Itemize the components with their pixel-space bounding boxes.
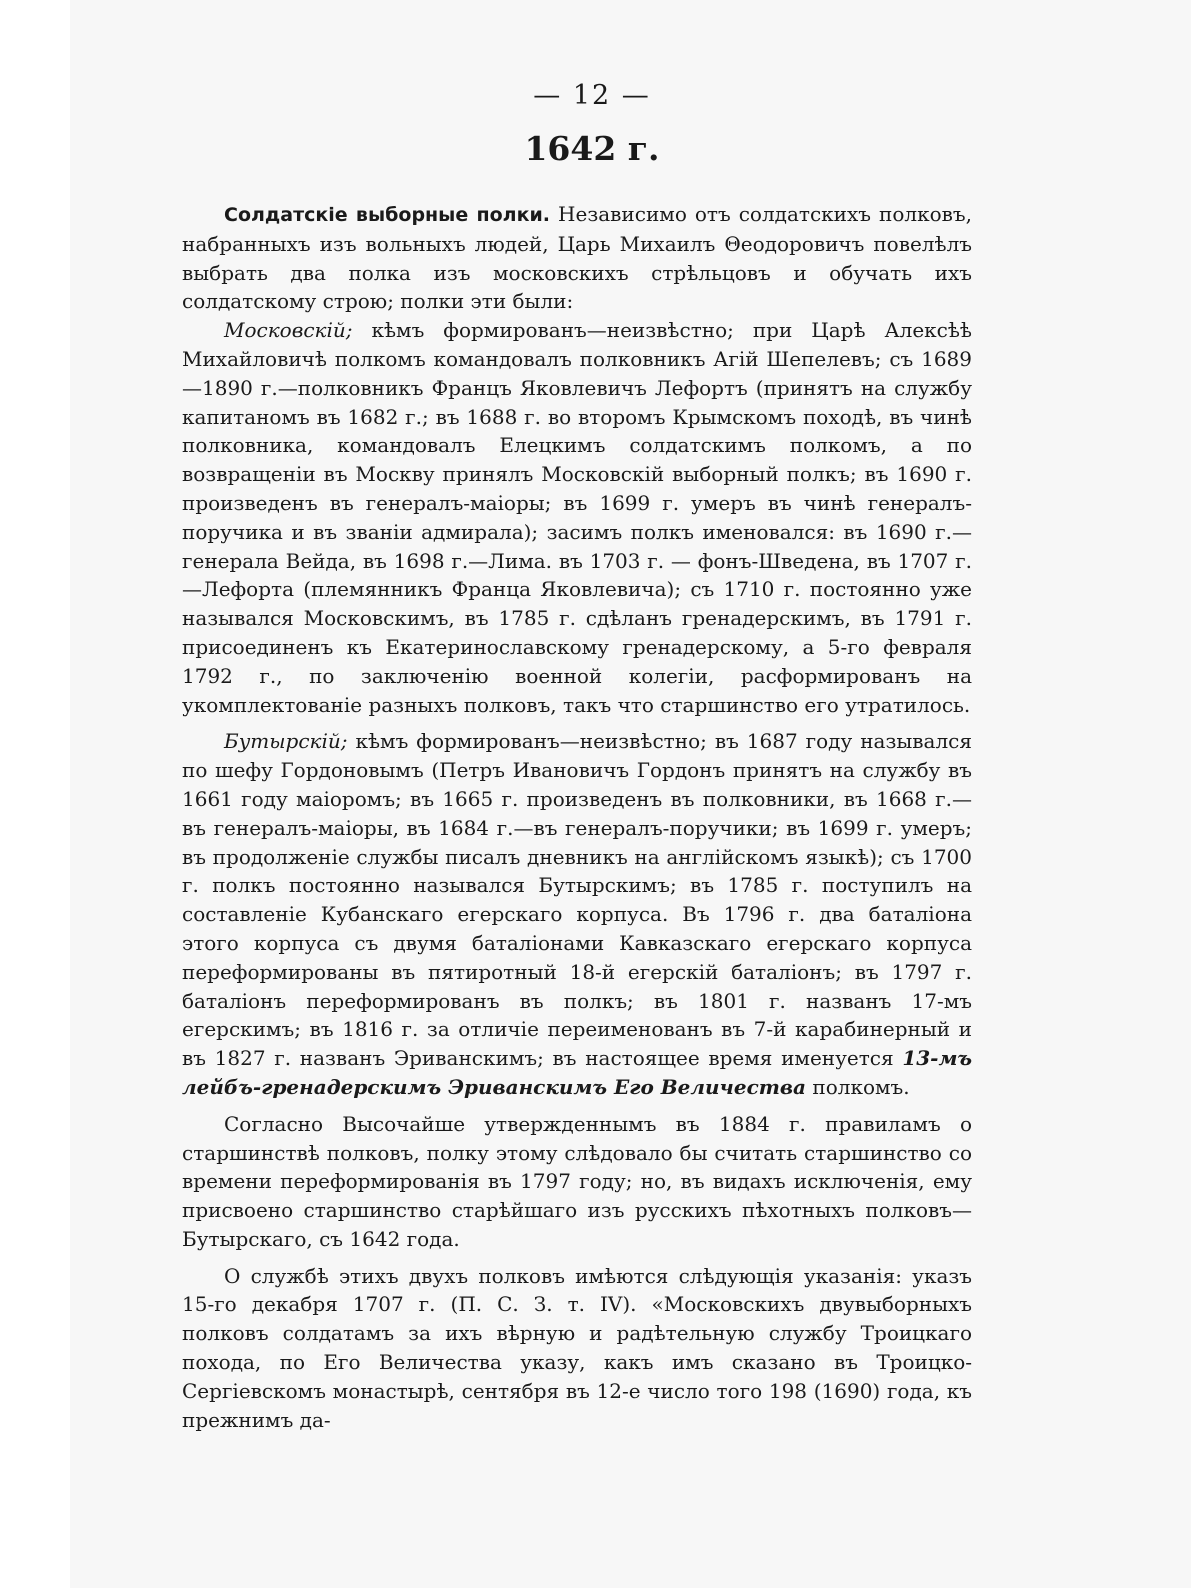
- paragraph-text: Согласно Высочайше утвержденнымъ въ 1884 г. правиламъ о старшинствѣ полковъ, полку этому слѣдовало бы считать старшинство со времени переформированія въ 1797 году; но, въ видахъ исключенія, ему присвоено старшинство старѣйшаго изъ русскихъ пѣхотныхъ полковъ—Бутырскаго, съ 1642 года.: [182, 1111, 972, 1251]
- regiment-current-name: 13-мъ лейбъ-гренадерскимъ Эриванскимъ Его Величества: [182, 1046, 972, 1099]
- paragraph-service-records: [182, 1262, 972, 1435]
- regiment-name: Бутырскій;: [224, 729, 348, 754]
- paragraph-intro: [182, 200, 972, 316]
- paragraph-text-tail: полкомъ.: [806, 1074, 910, 1099]
- year-heading: 1642 г.: [524, 129, 660, 168]
- paragraph-butyrsky-regiment: [182, 727, 972, 1101]
- paragraph-text: О службѣ этихъ двухъ полковъ имѣются слѣдующія указанія: указъ 15-го декабря 1707 г. (П. С. З. т. IV). «Московскихъ двувыборныхъ полковъ солдатамъ за ихъ вѣрную и радѣтельную службу Троицкаго похода, по Его Величества указу, какъ имъ сказано въ Троицко-Сергіевскомъ монастырѣ, сентября въ 12-е число того 198 (1690) года, къ прежнимъ да-: [182, 1263, 972, 1432]
- section-lead: Солдатскіе выборные полки.: [224, 204, 551, 226]
- paragraph-text: кѣмъ формированъ—неизвѣстно; при Царѣ Алексѣѣ Михайловичѣ полкомъ командовалъ полковникъ Агій Шепелевъ; съ 1689—1890 г.—полковникъ Францъ Яковлевичъ Лефортъ (принятъ на службу капитаномъ въ 1682 г.; въ 1688 г. во второмъ Крымскомъ походѣ, въ чинѣ полковника, командовалъ Елецкимъ солдатскимъ полкомъ, а по возвращеніи въ Москву принялъ Московскій выборный полкъ; въ 1690 г. произведенъ въ генералъ-маіоры; въ 1699 г. умеръ въ чинѣ генералъ-поручика и въ званіи адмирала); засимъ полкъ именовался: въ 1690 г.—генерала Вейда, въ 1698 г.—Лима. въ 1703 г. — фонъ-Шведена, въ 1707 г.—Лефорта (племянникъ Франца Яковлевича); съ 1710 г. постоянно уже назывался Московскимъ, въ 1785 г. сдѣланъ гренадерскимъ, въ 1791 г. присоединенъ къ Екатеринославскому гренадерскому, а 5-го февраля 1792 г., по заключенію военной колегіи, расформированъ на укомплектованіе разныхъ полковъ, такъ что старшинство его утратилось.: [182, 318, 972, 717]
- paragraph-text: кѣмъ формированъ—неизвѣстно; въ 1687 году назывался по шефу Гордоновымъ (Петръ Ивановичъ Гордонъ принятъ на службу въ 1661 году маіоромъ; въ 1665 г. произведенъ въ полковники, въ 1668 г.—въ генералъ-маіоры, въ 1684 г.—въ генералъ-поручики; въ 1699 г. умеръ; въ продолженіе службы писалъ дневникъ на англійскомъ языкѣ); съ 1700 г. полкъ постоянно назывался Бутырскимъ; въ 1785 г. поступилъ на составленіе Кубанскаго егерскаго корпуса. Въ 1796 г. два баталіона этого корпуса съ двумя баталіонами Кавказскаго егерскаго корпуса переформированы въ пятиротный 18-й егерскій баталіонъ; въ 1797 г. баталіонъ переформированъ въ полкъ; въ 1801 г. названъ 17-мъ егерскимъ; въ 1816 г. за отличіе переименованъ въ 7-й карабинерный и въ 1827 г. названъ Эриванскимъ; въ настоящее время именуется: [182, 729, 972, 1071]
- document-page: [182, 80, 972, 1434]
- paragraph-text: Независимо отъ солдатскихъ полковъ, набранныхъ изъ вольныхъ людей, Царь Михаилъ Θеодоровичъ повелѣлъ выбрать два полка изъ московскихъ стрѣльцовъ и обучать ихъ солдатскому строю; полки эти были:: [182, 202, 972, 314]
- page-number: — 12 —: [533, 80, 651, 111]
- regiment-name: Московскій;: [224, 318, 353, 343]
- paragraph-seniority: [182, 1110, 972, 1254]
- paragraph-moscow-regiment: [182, 316, 972, 719]
